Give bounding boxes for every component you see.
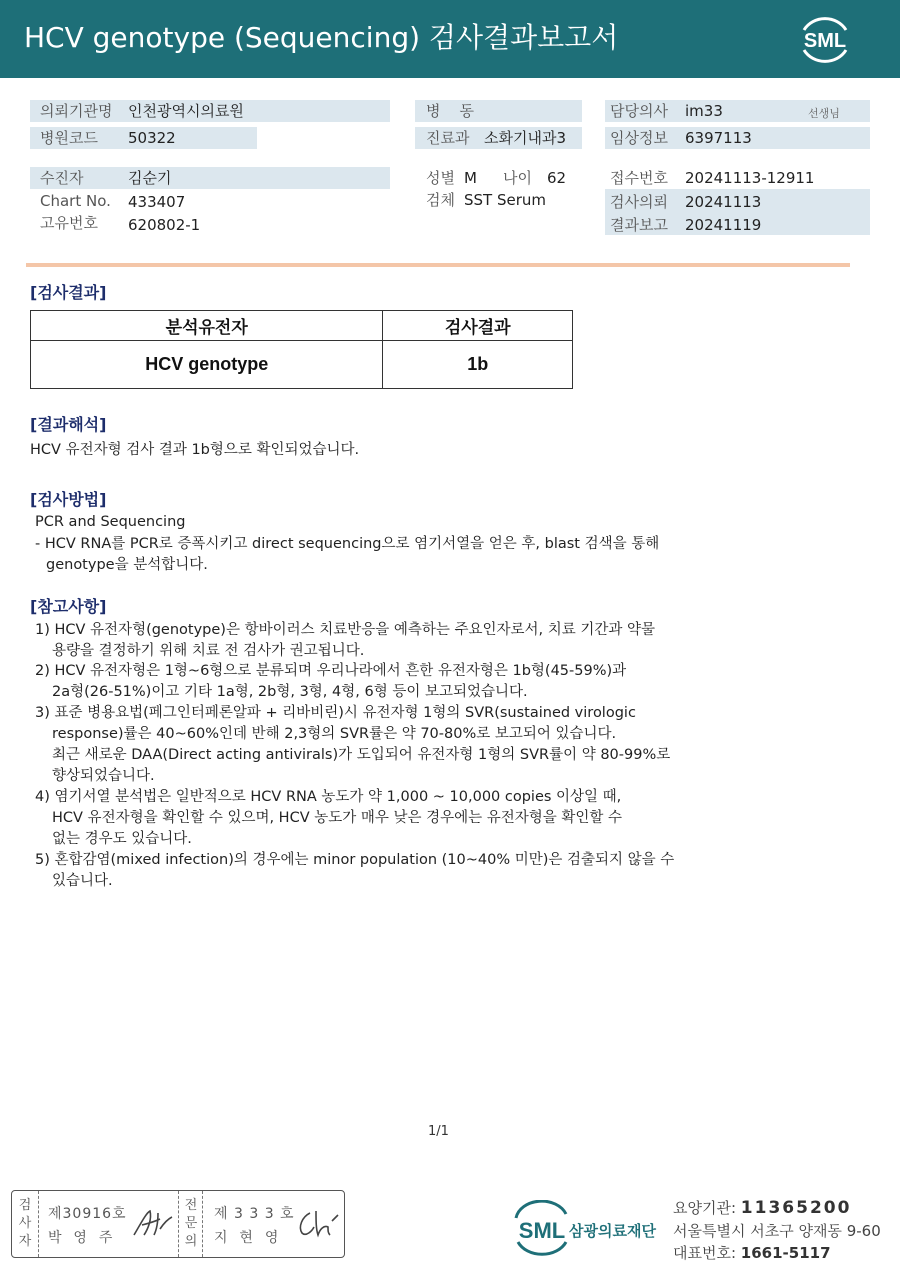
results-header-row	[31, 311, 573, 341]
phone-label: 대표번호:	[673, 1244, 741, 1262]
doctor-label: 담당의사	[610, 102, 668, 120]
chart-no-value: 433407	[128, 193, 186, 211]
specialist-label: 전문의	[184, 1198, 198, 1249]
interpretation-section-title: [결과해석]	[30, 415, 107, 434]
note-line: 2) HCV 유전자형은 1형~6형으로 분류되며 우리나라에서 흔한 유전자형은 1b형(45-59%)과	[35, 663, 627, 679]
phone-number: 1661-5117	[740, 1244, 831, 1262]
age-label: 나이	[503, 169, 532, 187]
col-result-header: 검사결과	[383, 311, 573, 341]
doctor-suffix: 선생님	[808, 107, 840, 120]
logo-text: SML	[803, 30, 847, 52]
ward-label: 병 동	[426, 102, 475, 120]
tester-license-no: 제30916호	[48, 1206, 127, 1222]
stamp-divider	[202, 1191, 203, 1257]
method-line-3: genotype을 분석합니다.	[46, 557, 208, 573]
report-header	[0, 0, 900, 78]
results-table	[30, 310, 573, 389]
unique-no-value: 620802-1	[128, 216, 201, 234]
care-label: 요양기관:	[673, 1199, 741, 1217]
footer-sml-logo-icon	[512, 1200, 662, 1256]
phone-line	[673, 1242, 831, 1264]
note-line: response)률은 40~60%인데 반해 2,3형의 SVR률은 약 70-80%로 보고되어 있습니다.	[52, 726, 617, 742]
sex-label: 성별	[426, 169, 455, 187]
specialist-license-no: 제 3 3 3 호	[214, 1206, 295, 1222]
specimen-value: SST Serum	[464, 191, 547, 209]
stamp-divider	[178, 1191, 179, 1257]
method-section-title: [검사방법]	[30, 490, 107, 509]
section-divider	[26, 263, 850, 267]
hospital-code-value: 50322	[128, 129, 176, 147]
col-gene-header: 분석유전자	[31, 311, 383, 341]
table-row	[31, 341, 573, 389]
note-line: 최근 새로운 DAA(Direct acting antivirals)가 도입되어 유전자형 1형의 SVR률이 약 80-99%로	[52, 747, 671, 763]
interpretation-text: HCV 유전자형 검사 결과 1b형으로 확인되었습니다.	[30, 442, 360, 458]
specialist-signature-icon	[294, 1205, 340, 1241]
report-title: HCV genotype (Sequencing) 검사결과보고서	[24, 21, 619, 54]
institution-value: 인천광역시의료원	[128, 102, 244, 120]
note-line: 없는 경우도 있습니다.	[52, 831, 192, 847]
specialist-name: 지 현 영	[214, 1230, 280, 1246]
result-cell: 1b	[383, 341, 573, 389]
note-line: 1) HCV 유전자형(genotype)은 항바이러스 치료반응을 예측하는 주요인자로서, 치료 기간과 약물	[35, 622, 656, 638]
method-line-2: - HCV RNA를 PCR로 증폭시키고 direct sequencing으로 염기서열을 얻은 후, blast 검색을 통해	[35, 536, 660, 552]
chart-no-label: Chart No.	[40, 192, 111, 210]
unique-no-label: 고유번호	[40, 214, 98, 232]
sml-logo-icon	[796, 12, 854, 66]
note-line: 4) 염기서열 분석법은 일반적으로 HCV RNA 농도가 약 1,000 ~ 10,000 copies 이상일 때,	[35, 789, 622, 805]
patient-label: 수진자	[40, 169, 84, 187]
sex-value: M	[464, 169, 477, 187]
signature-stamp	[11, 1190, 345, 1258]
department-label: 진료과	[426, 129, 470, 147]
doctor-value: im33	[685, 102, 723, 120]
tester-signature-icon	[130, 1205, 176, 1241]
request-value: 20241113	[685, 193, 762, 211]
report-label: 결과보고	[610, 216, 668, 234]
note-line: 5) 혼합감염(mixed infection)의 경우에는 minor population (10~40% 미만)은 검출되지 않을 수	[35, 852, 675, 868]
page-indicator: 1/1	[428, 1124, 449, 1139]
care-number: 11365200	[740, 1198, 852, 1218]
request-label: 검사의뢰	[610, 193, 668, 211]
results-section-title: [검사결과]	[30, 283, 107, 302]
institution-label: 의뢰기관명	[40, 102, 113, 120]
department-value: 소화기내과3	[484, 129, 566, 147]
tester-label: 검사자	[18, 1198, 32, 1249]
report-value: 20241119	[685, 216, 762, 234]
note-line: HCV 유전자형을 확인할 수 있으며, HCV 농도가 매우 낮은 경우에는 유전자형을 확인할 수	[52, 810, 623, 826]
footer-org-name: 삼광의료재단	[569, 1222, 656, 1240]
tester-name: 박 영 주	[48, 1230, 114, 1246]
shade-patient	[30, 167, 390, 189]
clinical-label: 임상정보	[610, 129, 668, 147]
hospital-code-label: 병원코드	[40, 129, 98, 147]
note-line: 2a형(26-51%)이고 기타 1a형, 2b형, 3형, 4형, 6형 등이 보고되었습니다.	[52, 684, 528, 700]
address-line: 서울특별시 서초구 양재동 9-60	[673, 1222, 881, 1240]
stamp-divider	[38, 1191, 39, 1257]
note-line: 있습니다.	[52, 873, 113, 889]
receipt-label: 접수번호	[610, 169, 668, 187]
note-line: 향상되었습니다.	[52, 768, 155, 784]
receipt-value: 20241113-12911	[685, 169, 815, 187]
note-line: 용량을 결정하기 위해 치료 전 검사가 권고됩니다.	[52, 643, 365, 659]
age-value: 62	[547, 169, 567, 187]
clinical-value: 6397113	[685, 129, 752, 147]
footer-logo-text: SML	[518, 1218, 566, 1243]
patient-value: 김순기	[128, 169, 172, 187]
notes-section-title: [참고사항]	[30, 597, 107, 616]
care-institution-line	[673, 1197, 851, 1219]
specimen-label: 검체	[426, 191, 455, 209]
note-line: 3) 표준 병용요법(페그인터페론알파 + 리바비린)시 유전자형 1형의 SVR(sustained virologic	[35, 705, 636, 721]
method-line-1: PCR and Sequencing	[35, 514, 186, 530]
gene-cell: HCV genotype	[31, 341, 383, 389]
